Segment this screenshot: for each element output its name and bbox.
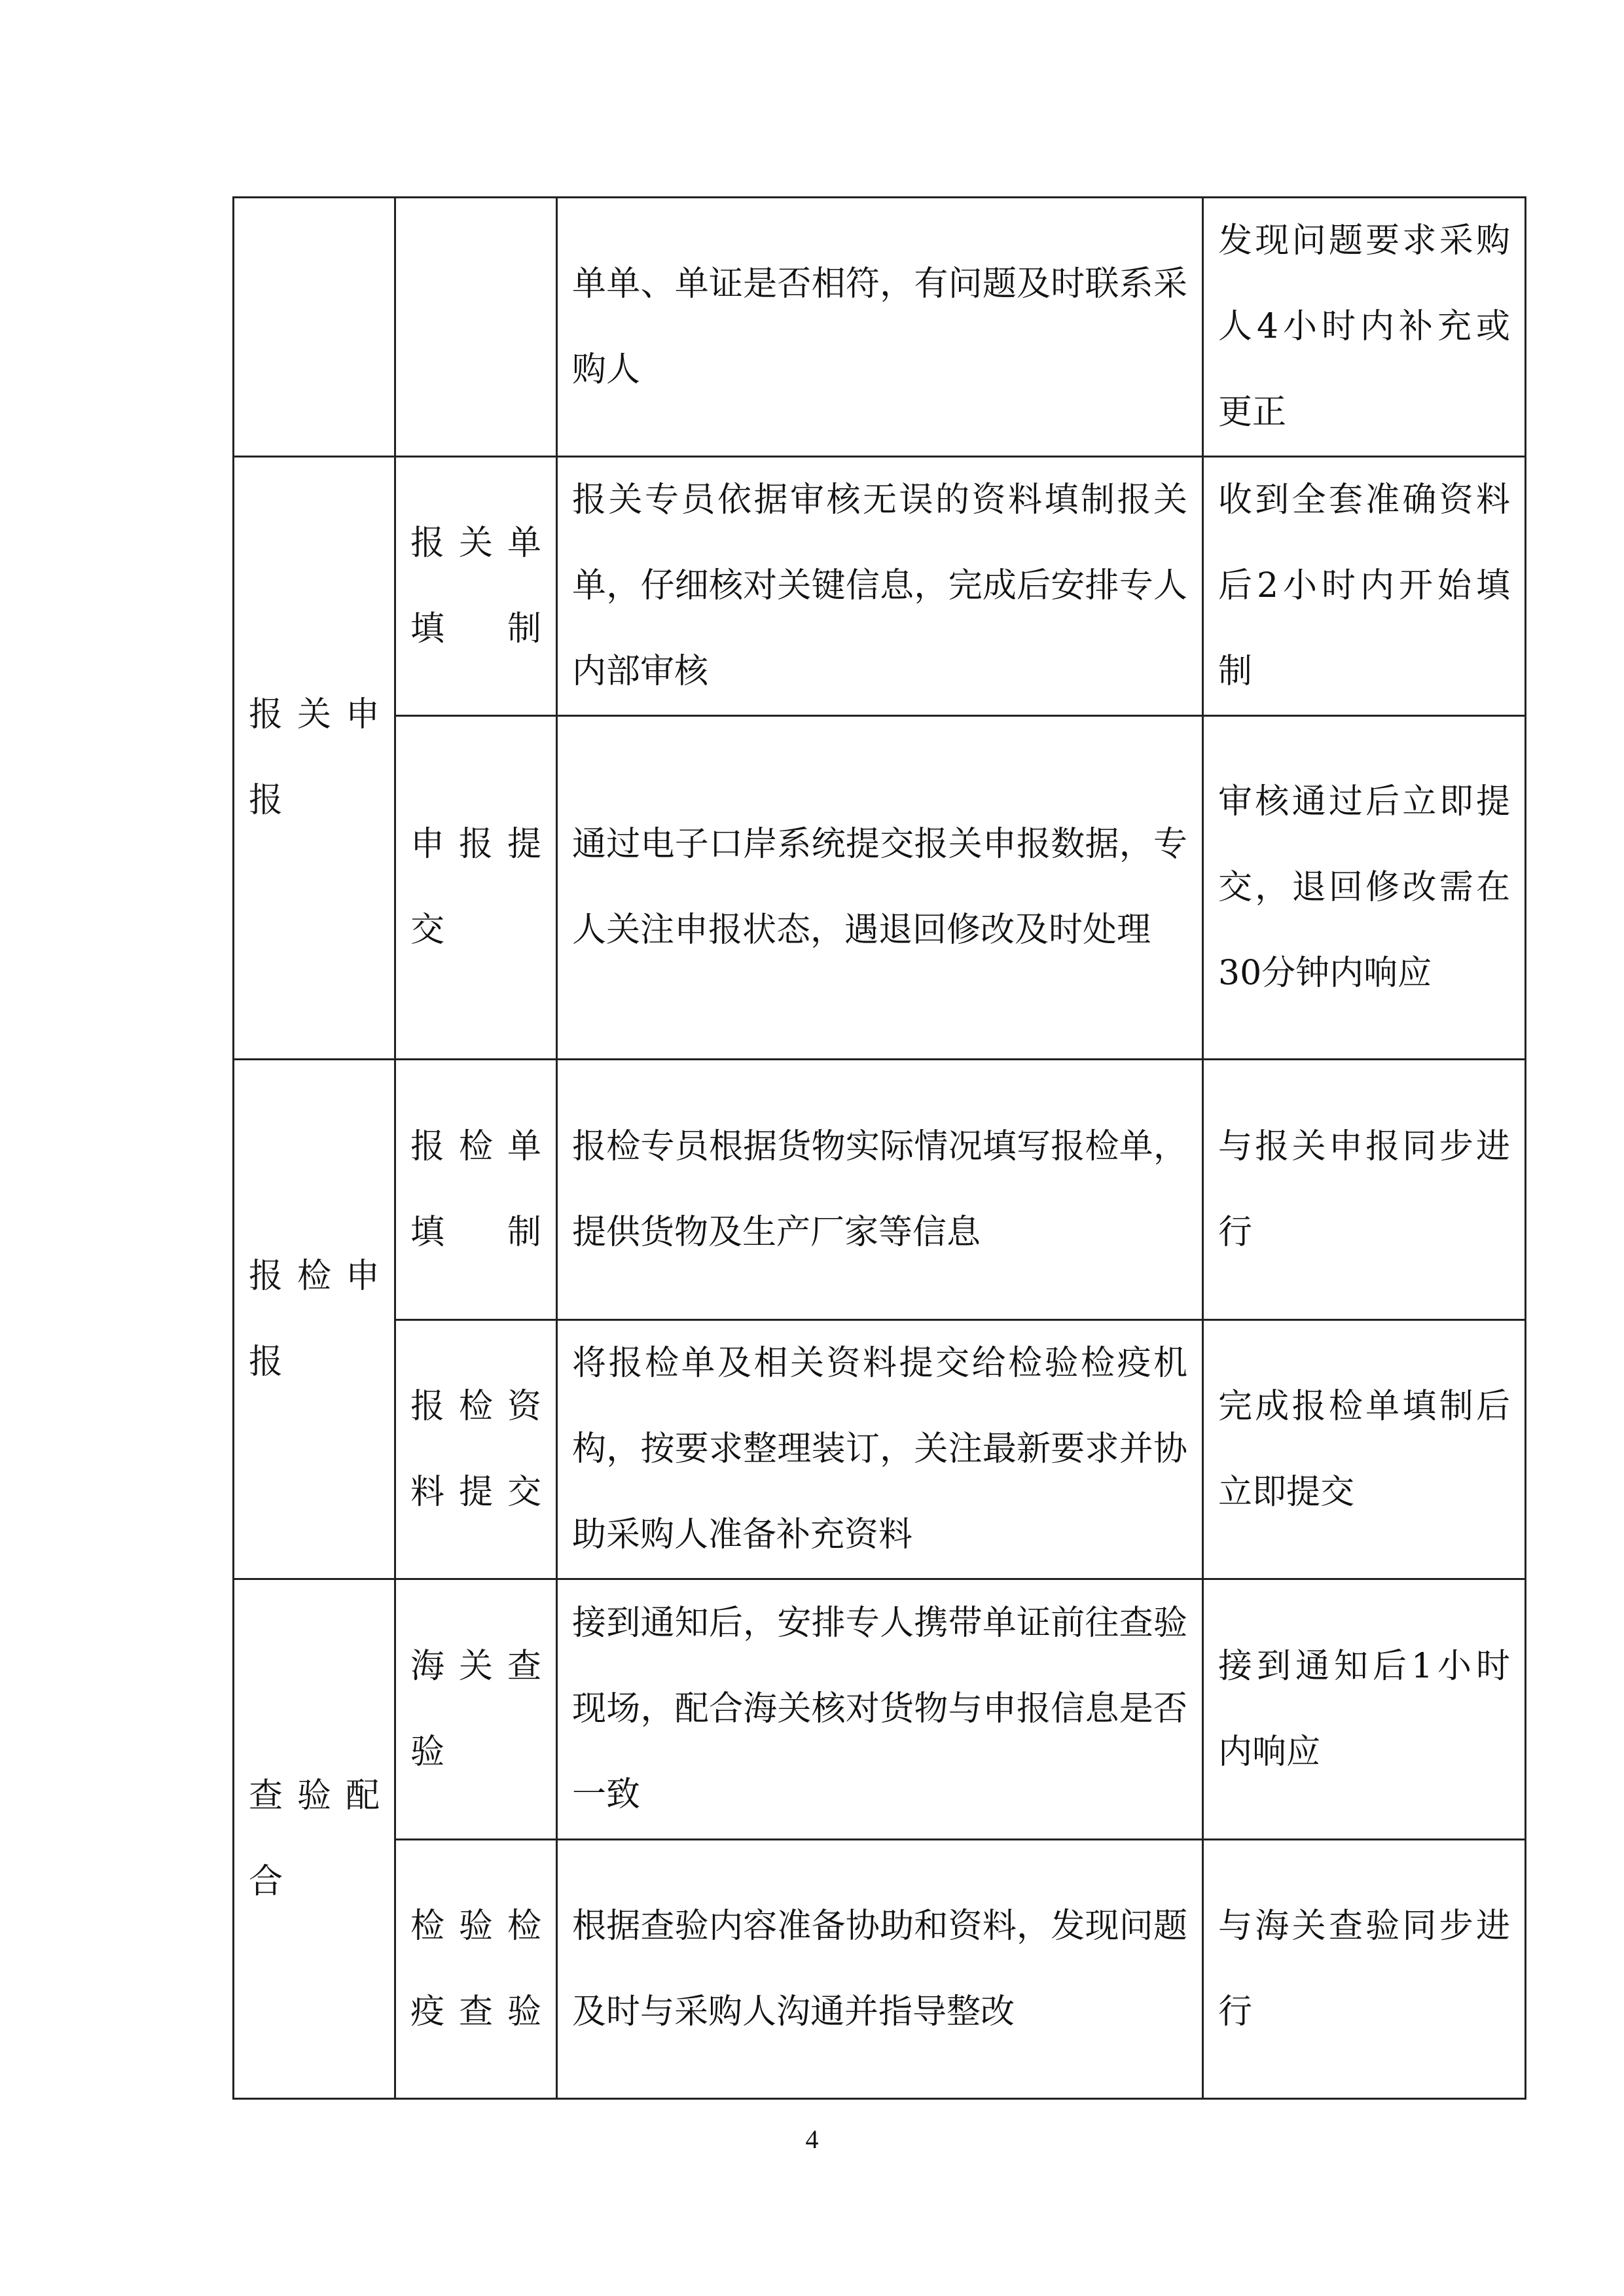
step-cell: 报检资料提交 [395,1320,557,1579]
time-limit-cell: 发现问题要求采购人4小时内补充或更正 [1203,198,1526,457]
step-cell: 申报提交 [395,716,557,1060]
process-table [232,196,1526,2100]
phase-cell: 报关申报 [234,457,395,1060]
description-cell: 单单、单证是否相符，有问题及时联系采购人 [557,198,1203,457]
description-cell: 报检专员根据货物实际情况填写报检单，提供货物及生产厂家等信息 [557,1060,1203,1320]
table-row [234,1840,1526,2099]
time-limit-cell: 与海关查验同步进行 [1203,1840,1526,2099]
time-limit-cell: 审核通过后立即提交，退回修改需在30分钟内响应 [1203,716,1526,1060]
step-cell: 报关单填制 [395,457,557,716]
table-row [234,457,1526,716]
time-limit-cell: 完成报检单填制后立即提交 [1203,1320,1526,1579]
step-cell: 报检单填制 [395,1060,557,1320]
description-cell: 接到通知后，安排专人携带单证前往查验现场，配合海关核对货物与申报信息是否一致 [557,1579,1203,1840]
description-cell: 根据查验内容准备协助和资料，发现问题及时与采购人沟通并指导整改 [557,1840,1203,2099]
table-row [234,1579,1526,1840]
description-cell: 报关专员依据审核无误的资料填制报关单，仔细核对关键信息，完成后安排专人内部审核 [557,457,1203,716]
step-cell [395,198,557,457]
time-limit-cell: 接到通知后1小时内响应 [1203,1579,1526,1840]
phase-cell: 报检申报 [234,1060,395,1579]
step-cell: 海关查验 [395,1579,557,1840]
description-cell: 通过电子口岸系统提交报关申报数据，专人关注申报状态，遇退回修改及时处理 [557,716,1203,1060]
phase-cell [234,198,395,457]
table-row [234,1060,1526,1320]
step-cell: 检验检疫查验 [395,1840,557,2099]
page-number: 4 [805,2125,819,2154]
table-row [234,1320,1526,1579]
table-row [234,198,1526,457]
time-limit-cell: 收到全套准确资料后2小时内开始填制 [1203,457,1526,716]
time-limit-cell: 与报关申报同步进行 [1203,1060,1526,1320]
description-cell: 将报检单及相关资料提交给检验检疫机构，按要求整理装订，关注最新要求并协助采购人准备补充资料 [557,1320,1203,1579]
phase-cell: 查验配合 [234,1579,395,2099]
table-row [234,716,1526,1060]
